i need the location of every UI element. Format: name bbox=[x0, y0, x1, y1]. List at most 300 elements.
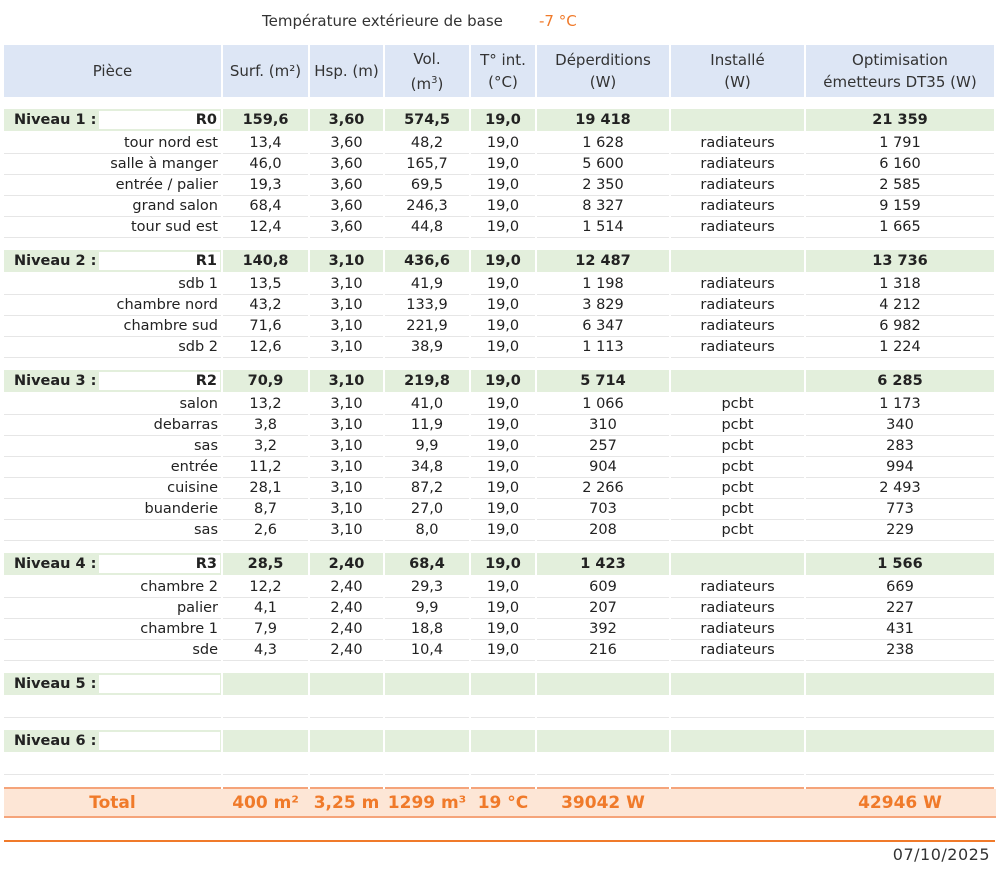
room-ceiling-height: 3,60 bbox=[309, 132, 384, 154]
total-heat-loss: 39042 W bbox=[536, 788, 670, 817]
empty-cell bbox=[4, 753, 222, 775]
room-heat-loss: 609 bbox=[536, 576, 670, 598]
empty-cell bbox=[670, 696, 805, 718]
header-int-temp-line1: T° int. bbox=[480, 51, 526, 69]
room-surface: 12,6 bbox=[222, 337, 309, 358]
spacer-cell bbox=[4, 98, 222, 109]
spacer-cell bbox=[4, 541, 222, 554]
spacer-cell bbox=[805, 718, 995, 731]
spacer-cell bbox=[309, 541, 384, 554]
level-code: R2 bbox=[195, 373, 217, 389]
room-ceiling-height: 2,40 bbox=[309, 640, 384, 661]
room-ceiling-height: 2,40 bbox=[309, 598, 384, 619]
level-int-temp: 19,0 bbox=[470, 370, 536, 393]
room-installed: pcbt bbox=[670, 393, 805, 415]
room-installed: radiateurs bbox=[670, 132, 805, 154]
empty-cell bbox=[384, 753, 470, 775]
level-ceiling-height: 3,10 bbox=[309, 370, 384, 393]
spacer-cell bbox=[470, 775, 536, 789]
level-name-cell bbox=[4, 553, 222, 576]
level-code: R1 bbox=[195, 253, 217, 269]
room-name: grand salon bbox=[4, 196, 222, 217]
room-heat-loss: 6 347 bbox=[536, 316, 670, 337]
room-heat-loss: 2 350 bbox=[536, 175, 670, 196]
room-surface: 13,2 bbox=[222, 393, 309, 415]
spacer-cell bbox=[805, 238, 995, 251]
room-name: tour nord est bbox=[4, 132, 222, 154]
room-installed: radiateurs bbox=[670, 175, 805, 196]
room-surface: 4,3 bbox=[222, 640, 309, 661]
room-name: cuisine bbox=[4, 478, 222, 499]
spacer-cell bbox=[222, 98, 309, 109]
level-installed bbox=[670, 109, 805, 132]
room-name: tour sud est bbox=[4, 217, 222, 238]
spacer-row bbox=[4, 238, 995, 251]
room-ceiling-height: 3,10 bbox=[309, 295, 384, 316]
room-volume: 9,9 bbox=[384, 436, 470, 457]
room-ceiling-height: 3,10 bbox=[309, 273, 384, 295]
room-row bbox=[4, 619, 995, 640]
room-int-temp: 19,0 bbox=[470, 217, 536, 238]
room-optimisation: 1 318 bbox=[805, 273, 995, 295]
room-row bbox=[4, 393, 995, 415]
spacer-cell bbox=[536, 661, 670, 674]
level-volume bbox=[384, 673, 470, 696]
level-volume: 574,5 bbox=[384, 109, 470, 132]
level-volume: 219,8 bbox=[384, 370, 470, 393]
total-ceiling-height: 3,25 m bbox=[309, 788, 384, 817]
empty-cell bbox=[222, 753, 309, 775]
spacer-cell bbox=[670, 718, 805, 731]
room-installed: radiateurs bbox=[670, 619, 805, 640]
spacer-cell bbox=[470, 541, 536, 554]
level-heat-loss bbox=[536, 673, 670, 696]
header-installed-unit: (W) bbox=[724, 73, 751, 91]
room-heat-loss: 216 bbox=[536, 640, 670, 661]
level-row bbox=[4, 553, 995, 576]
room-int-temp: 19,0 bbox=[470, 273, 536, 295]
empty-room-row bbox=[4, 753, 995, 775]
empty-cell bbox=[4, 696, 222, 718]
room-heat-loss: 5 600 bbox=[536, 154, 670, 175]
level-surface: 140,8 bbox=[222, 250, 309, 273]
room-optimisation: 9 159 bbox=[805, 196, 995, 217]
room-surface: 19,3 bbox=[222, 175, 309, 196]
room-row bbox=[4, 337, 995, 358]
room-int-temp: 19,0 bbox=[470, 457, 536, 478]
spacer-cell bbox=[4, 358, 222, 371]
spacer-cell bbox=[670, 238, 805, 251]
header-heat-loss bbox=[536, 45, 670, 98]
level-installed bbox=[670, 673, 805, 696]
empty-cell bbox=[222, 696, 309, 718]
spacer-cell bbox=[805, 98, 995, 109]
room-volume: 44,8 bbox=[384, 217, 470, 238]
room-surface: 12,2 bbox=[222, 576, 309, 598]
room-installed: radiateurs bbox=[670, 196, 805, 217]
room-surface: 71,6 bbox=[222, 316, 309, 337]
room-heat-loss: 310 bbox=[536, 415, 670, 436]
room-volume: 34,8 bbox=[384, 457, 470, 478]
empty-cell bbox=[536, 753, 670, 775]
room-int-temp: 19,0 bbox=[470, 393, 536, 415]
room-volume: 87,2 bbox=[384, 478, 470, 499]
level-code-box bbox=[99, 675, 220, 693]
header-piece: Pièce bbox=[4, 45, 222, 98]
spacer-row bbox=[4, 358, 995, 371]
level-installed bbox=[670, 250, 805, 273]
table-header-row bbox=[4, 45, 995, 98]
spacer-cell bbox=[384, 661, 470, 674]
level-surface bbox=[222, 730, 309, 753]
spacer-cell bbox=[309, 718, 384, 731]
room-optimisation: 283 bbox=[805, 436, 995, 457]
level-heat-loss: 1 423 bbox=[536, 553, 670, 576]
room-installed: pcbt bbox=[670, 520, 805, 541]
spacer-cell bbox=[309, 238, 384, 251]
total-row bbox=[4, 788, 995, 817]
spacer-cell bbox=[670, 541, 805, 554]
room-row bbox=[4, 295, 995, 316]
base-temperature-label: Température extérieure de base bbox=[262, 12, 503, 30]
room-optimisation: 773 bbox=[805, 499, 995, 520]
room-row bbox=[4, 640, 995, 661]
room-int-temp: 19,0 bbox=[470, 316, 536, 337]
spacer-cell bbox=[470, 98, 536, 109]
spacer-cell bbox=[470, 238, 536, 251]
room-ceiling-height: 3,10 bbox=[309, 457, 384, 478]
spacer-cell bbox=[4, 238, 222, 251]
room-surface: 46,0 bbox=[222, 154, 309, 175]
room-row bbox=[4, 196, 995, 217]
room-volume: 18,8 bbox=[384, 619, 470, 640]
room-optimisation: 4 212 bbox=[805, 295, 995, 316]
level-int-temp: 19,0 bbox=[470, 553, 536, 576]
room-int-temp: 19,0 bbox=[470, 598, 536, 619]
level-label: Niveau 2 : bbox=[14, 253, 97, 269]
spacer-cell bbox=[670, 661, 805, 674]
level-optimisation: 1 566 bbox=[805, 553, 995, 576]
room-volume: 29,3 bbox=[384, 576, 470, 598]
empty-cell bbox=[470, 696, 536, 718]
spacer-cell bbox=[222, 358, 309, 371]
empty-room-row bbox=[4, 696, 995, 718]
level-ceiling-height: 3,10 bbox=[309, 250, 384, 273]
level-optimisation: 13 736 bbox=[805, 250, 995, 273]
room-ceiling-height: 3,10 bbox=[309, 393, 384, 415]
spacer-cell bbox=[4, 718, 222, 731]
room-heat-loss: 1 514 bbox=[536, 217, 670, 238]
level-name-cell bbox=[4, 730, 222, 753]
level-ceiling-height bbox=[309, 730, 384, 753]
level-installed bbox=[670, 730, 805, 753]
level-row bbox=[4, 109, 995, 132]
spacer-cell bbox=[4, 775, 222, 789]
total-int-temp: 19 °C bbox=[470, 788, 536, 817]
room-name: salle à manger bbox=[4, 154, 222, 175]
room-heat-loss: 1 628 bbox=[536, 132, 670, 154]
spacer-cell bbox=[536, 775, 670, 789]
room-int-temp: 19,0 bbox=[470, 520, 536, 541]
spacer-cell bbox=[309, 661, 384, 674]
room-surface: 8,7 bbox=[222, 499, 309, 520]
room-surface: 13,4 bbox=[222, 132, 309, 154]
spacer-cell bbox=[309, 358, 384, 371]
room-name: chambre 1 bbox=[4, 619, 222, 640]
header-volume bbox=[384, 45, 470, 98]
room-name: debarras bbox=[4, 415, 222, 436]
room-int-temp: 19,0 bbox=[470, 640, 536, 661]
room-ceiling-height: 3,10 bbox=[309, 499, 384, 520]
spacer-cell bbox=[536, 718, 670, 731]
empty-cell bbox=[309, 696, 384, 718]
room-installed: pcbt bbox=[670, 457, 805, 478]
room-int-temp: 19,0 bbox=[470, 295, 536, 316]
room-name: sas bbox=[4, 436, 222, 457]
spacer-cell bbox=[222, 661, 309, 674]
spacer-cell bbox=[805, 775, 995, 789]
room-name: salon bbox=[4, 393, 222, 415]
level-label: Niveau 1 : bbox=[14, 112, 97, 128]
room-int-temp: 19,0 bbox=[470, 576, 536, 598]
spacer-cell bbox=[384, 358, 470, 371]
spacer-row bbox=[4, 98, 995, 109]
room-ceiling-height: 3,10 bbox=[309, 520, 384, 541]
level-surface: 28,5 bbox=[222, 553, 309, 576]
room-optimisation: 1 791 bbox=[805, 132, 995, 154]
room-optimisation: 229 bbox=[805, 520, 995, 541]
room-name: chambre nord bbox=[4, 295, 222, 316]
room-surface: 13,5 bbox=[222, 273, 309, 295]
spacer-cell bbox=[670, 358, 805, 371]
room-optimisation: 227 bbox=[805, 598, 995, 619]
room-heat-loss: 1 113 bbox=[536, 337, 670, 358]
room-row bbox=[4, 436, 995, 457]
spacer-cell bbox=[536, 238, 670, 251]
level-name-cell bbox=[4, 673, 222, 696]
level-heat-loss: 5 714 bbox=[536, 370, 670, 393]
level-label: Niveau 6 : bbox=[14, 733, 97, 749]
spacer-cell bbox=[805, 358, 995, 371]
spacer-cell bbox=[470, 718, 536, 731]
level-label: Niveau 4 : bbox=[14, 556, 97, 572]
spacer-row bbox=[4, 718, 995, 731]
room-installed: radiateurs bbox=[670, 576, 805, 598]
level-ceiling-height: 3,60 bbox=[309, 109, 384, 132]
level-int-temp: 19,0 bbox=[470, 109, 536, 132]
room-optimisation: 2 493 bbox=[805, 478, 995, 499]
level-name-cell bbox=[4, 250, 222, 273]
room-ceiling-height: 3,10 bbox=[309, 478, 384, 499]
room-volume: 41,9 bbox=[384, 273, 470, 295]
spacer-cell bbox=[222, 541, 309, 554]
room-surface: 43,2 bbox=[222, 295, 309, 316]
room-surface: 68,4 bbox=[222, 196, 309, 217]
room-int-temp: 19,0 bbox=[470, 619, 536, 640]
room-int-temp: 19,0 bbox=[470, 415, 536, 436]
level-heat-loss: 19 418 bbox=[536, 109, 670, 132]
room-heat-loss: 257 bbox=[536, 436, 670, 457]
header-installed-line1: Installé bbox=[710, 51, 765, 69]
room-volume: 10,4 bbox=[384, 640, 470, 661]
header-installed bbox=[670, 45, 805, 98]
level-name-cell bbox=[4, 109, 222, 132]
footer-divider bbox=[4, 840, 995, 842]
level-heat-loss: 12 487 bbox=[536, 250, 670, 273]
room-installed: radiateurs bbox=[670, 316, 805, 337]
room-name: sde bbox=[4, 640, 222, 661]
spacer-cell bbox=[384, 541, 470, 554]
room-surface: 3,2 bbox=[222, 436, 309, 457]
room-ceiling-height: 3,60 bbox=[309, 175, 384, 196]
header-volume-line1: Vol. bbox=[413, 49, 441, 68]
header-optimisation bbox=[805, 45, 995, 98]
room-row bbox=[4, 132, 995, 154]
spacer-cell bbox=[222, 238, 309, 251]
empty-cell bbox=[470, 753, 536, 775]
room-row bbox=[4, 576, 995, 598]
level-volume bbox=[384, 730, 470, 753]
empty-cell bbox=[805, 753, 995, 775]
spacer-cell bbox=[536, 541, 670, 554]
header-volume-unit: (m bbox=[410, 74, 432, 93]
room-installed: radiateurs bbox=[670, 273, 805, 295]
spacer-cell bbox=[536, 98, 670, 109]
total-surface: 400 m² bbox=[222, 788, 309, 817]
level-surface: 70,9 bbox=[222, 370, 309, 393]
room-surface: 3,8 bbox=[222, 415, 309, 436]
room-volume: 69,5 bbox=[384, 175, 470, 196]
level-surface: 159,6 bbox=[222, 109, 309, 132]
room-name: palier bbox=[4, 598, 222, 619]
spacer-row bbox=[4, 541, 995, 554]
level-int-temp bbox=[470, 673, 536, 696]
header-int-temp bbox=[470, 45, 536, 98]
spacer-cell bbox=[309, 98, 384, 109]
room-int-temp: 19,0 bbox=[470, 337, 536, 358]
room-optimisation: 6 982 bbox=[805, 316, 995, 337]
room-heat-loss: 392 bbox=[536, 619, 670, 640]
room-heat-loss: 904 bbox=[536, 457, 670, 478]
spacer-cell bbox=[805, 541, 995, 554]
room-volume: 8,0 bbox=[384, 520, 470, 541]
room-int-temp: 19,0 bbox=[470, 196, 536, 217]
room-installed: radiateurs bbox=[670, 154, 805, 175]
room-surface: 28,1 bbox=[222, 478, 309, 499]
spacer-cell bbox=[222, 718, 309, 731]
level-installed bbox=[670, 370, 805, 393]
room-volume: 27,0 bbox=[384, 499, 470, 520]
total-label: Total bbox=[4, 788, 222, 817]
total-optimisation: 42946 W bbox=[805, 788, 995, 817]
level-name-cell bbox=[4, 370, 222, 393]
room-installed: pcbt bbox=[670, 436, 805, 457]
header-ceiling-height: Hsp. (m) bbox=[309, 45, 384, 98]
room-ceiling-height: 3,60 bbox=[309, 154, 384, 175]
room-ceiling-height: 3,10 bbox=[309, 415, 384, 436]
level-installed bbox=[670, 553, 805, 576]
spacer-cell bbox=[470, 661, 536, 674]
room-volume: 11,9 bbox=[384, 415, 470, 436]
level-ceiling-height: 2,40 bbox=[309, 553, 384, 576]
room-volume: 133,9 bbox=[384, 295, 470, 316]
room-int-temp: 19,0 bbox=[470, 132, 536, 154]
empty-cell bbox=[384, 696, 470, 718]
room-name: sdb 2 bbox=[4, 337, 222, 358]
level-optimisation: 6 285 bbox=[805, 370, 995, 393]
spacer-cell bbox=[384, 98, 470, 109]
room-int-temp: 19,0 bbox=[470, 154, 536, 175]
level-optimisation bbox=[805, 730, 995, 753]
room-name: sdb 1 bbox=[4, 273, 222, 295]
room-int-temp: 19,0 bbox=[470, 175, 536, 196]
header-volume-sup: 3 bbox=[431, 74, 438, 86]
room-heat-loss: 1 066 bbox=[536, 393, 670, 415]
room-name: chambre 2 bbox=[4, 576, 222, 598]
spacer-cell bbox=[805, 661, 995, 674]
room-heat-loss: 1 198 bbox=[536, 273, 670, 295]
room-row bbox=[4, 415, 995, 436]
room-heat-loss: 2 266 bbox=[536, 478, 670, 499]
level-label: Niveau 5 : bbox=[14, 676, 97, 692]
room-ceiling-height: 3,60 bbox=[309, 196, 384, 217]
room-ceiling-height: 2,40 bbox=[309, 619, 384, 640]
room-heat-loss: 207 bbox=[536, 598, 670, 619]
room-row bbox=[4, 217, 995, 238]
room-volume: 165,7 bbox=[384, 154, 470, 175]
room-int-temp: 19,0 bbox=[470, 499, 536, 520]
spacer-cell bbox=[670, 98, 805, 109]
empty-cell bbox=[670, 753, 805, 775]
header-heat-loss-line1: Déperditions bbox=[555, 51, 651, 69]
room-row bbox=[4, 499, 995, 520]
room-name: chambre sud bbox=[4, 316, 222, 337]
room-ceiling-height: 3,10 bbox=[309, 436, 384, 457]
room-volume: 41,0 bbox=[384, 393, 470, 415]
report-date: 07/10/2025 bbox=[892, 845, 990, 864]
header-int-temp-unit: (°C) bbox=[488, 73, 518, 91]
room-optimisation: 431 bbox=[805, 619, 995, 640]
room-optimisation: 6 160 bbox=[805, 154, 995, 175]
room-optimisation: 1 224 bbox=[805, 337, 995, 358]
spacer-cell bbox=[384, 775, 470, 789]
empty-cell bbox=[805, 696, 995, 718]
room-installed: radiateurs bbox=[670, 337, 805, 358]
room-surface: 12,4 bbox=[222, 217, 309, 238]
level-ceiling-height bbox=[309, 673, 384, 696]
table-body bbox=[4, 98, 995, 817]
room-surface: 4,1 bbox=[222, 598, 309, 619]
room-volume: 38,9 bbox=[384, 337, 470, 358]
level-code: R3 bbox=[195, 556, 217, 572]
room-ceiling-height: 3,10 bbox=[309, 316, 384, 337]
room-optimisation: 238 bbox=[805, 640, 995, 661]
spacer-cell bbox=[222, 775, 309, 789]
room-row bbox=[4, 457, 995, 478]
spacer-cell bbox=[384, 238, 470, 251]
level-optimisation: 21 359 bbox=[805, 109, 995, 132]
room-optimisation: 1 665 bbox=[805, 217, 995, 238]
level-heat-loss bbox=[536, 730, 670, 753]
room-ceiling-height: 3,60 bbox=[309, 217, 384, 238]
room-optimisation: 994 bbox=[805, 457, 995, 478]
level-row bbox=[4, 370, 995, 393]
empty-cell bbox=[309, 753, 384, 775]
level-row bbox=[4, 250, 995, 273]
room-optimisation: 669 bbox=[805, 576, 995, 598]
spacer-cell bbox=[670, 775, 805, 789]
room-surface: 11,2 bbox=[222, 457, 309, 478]
